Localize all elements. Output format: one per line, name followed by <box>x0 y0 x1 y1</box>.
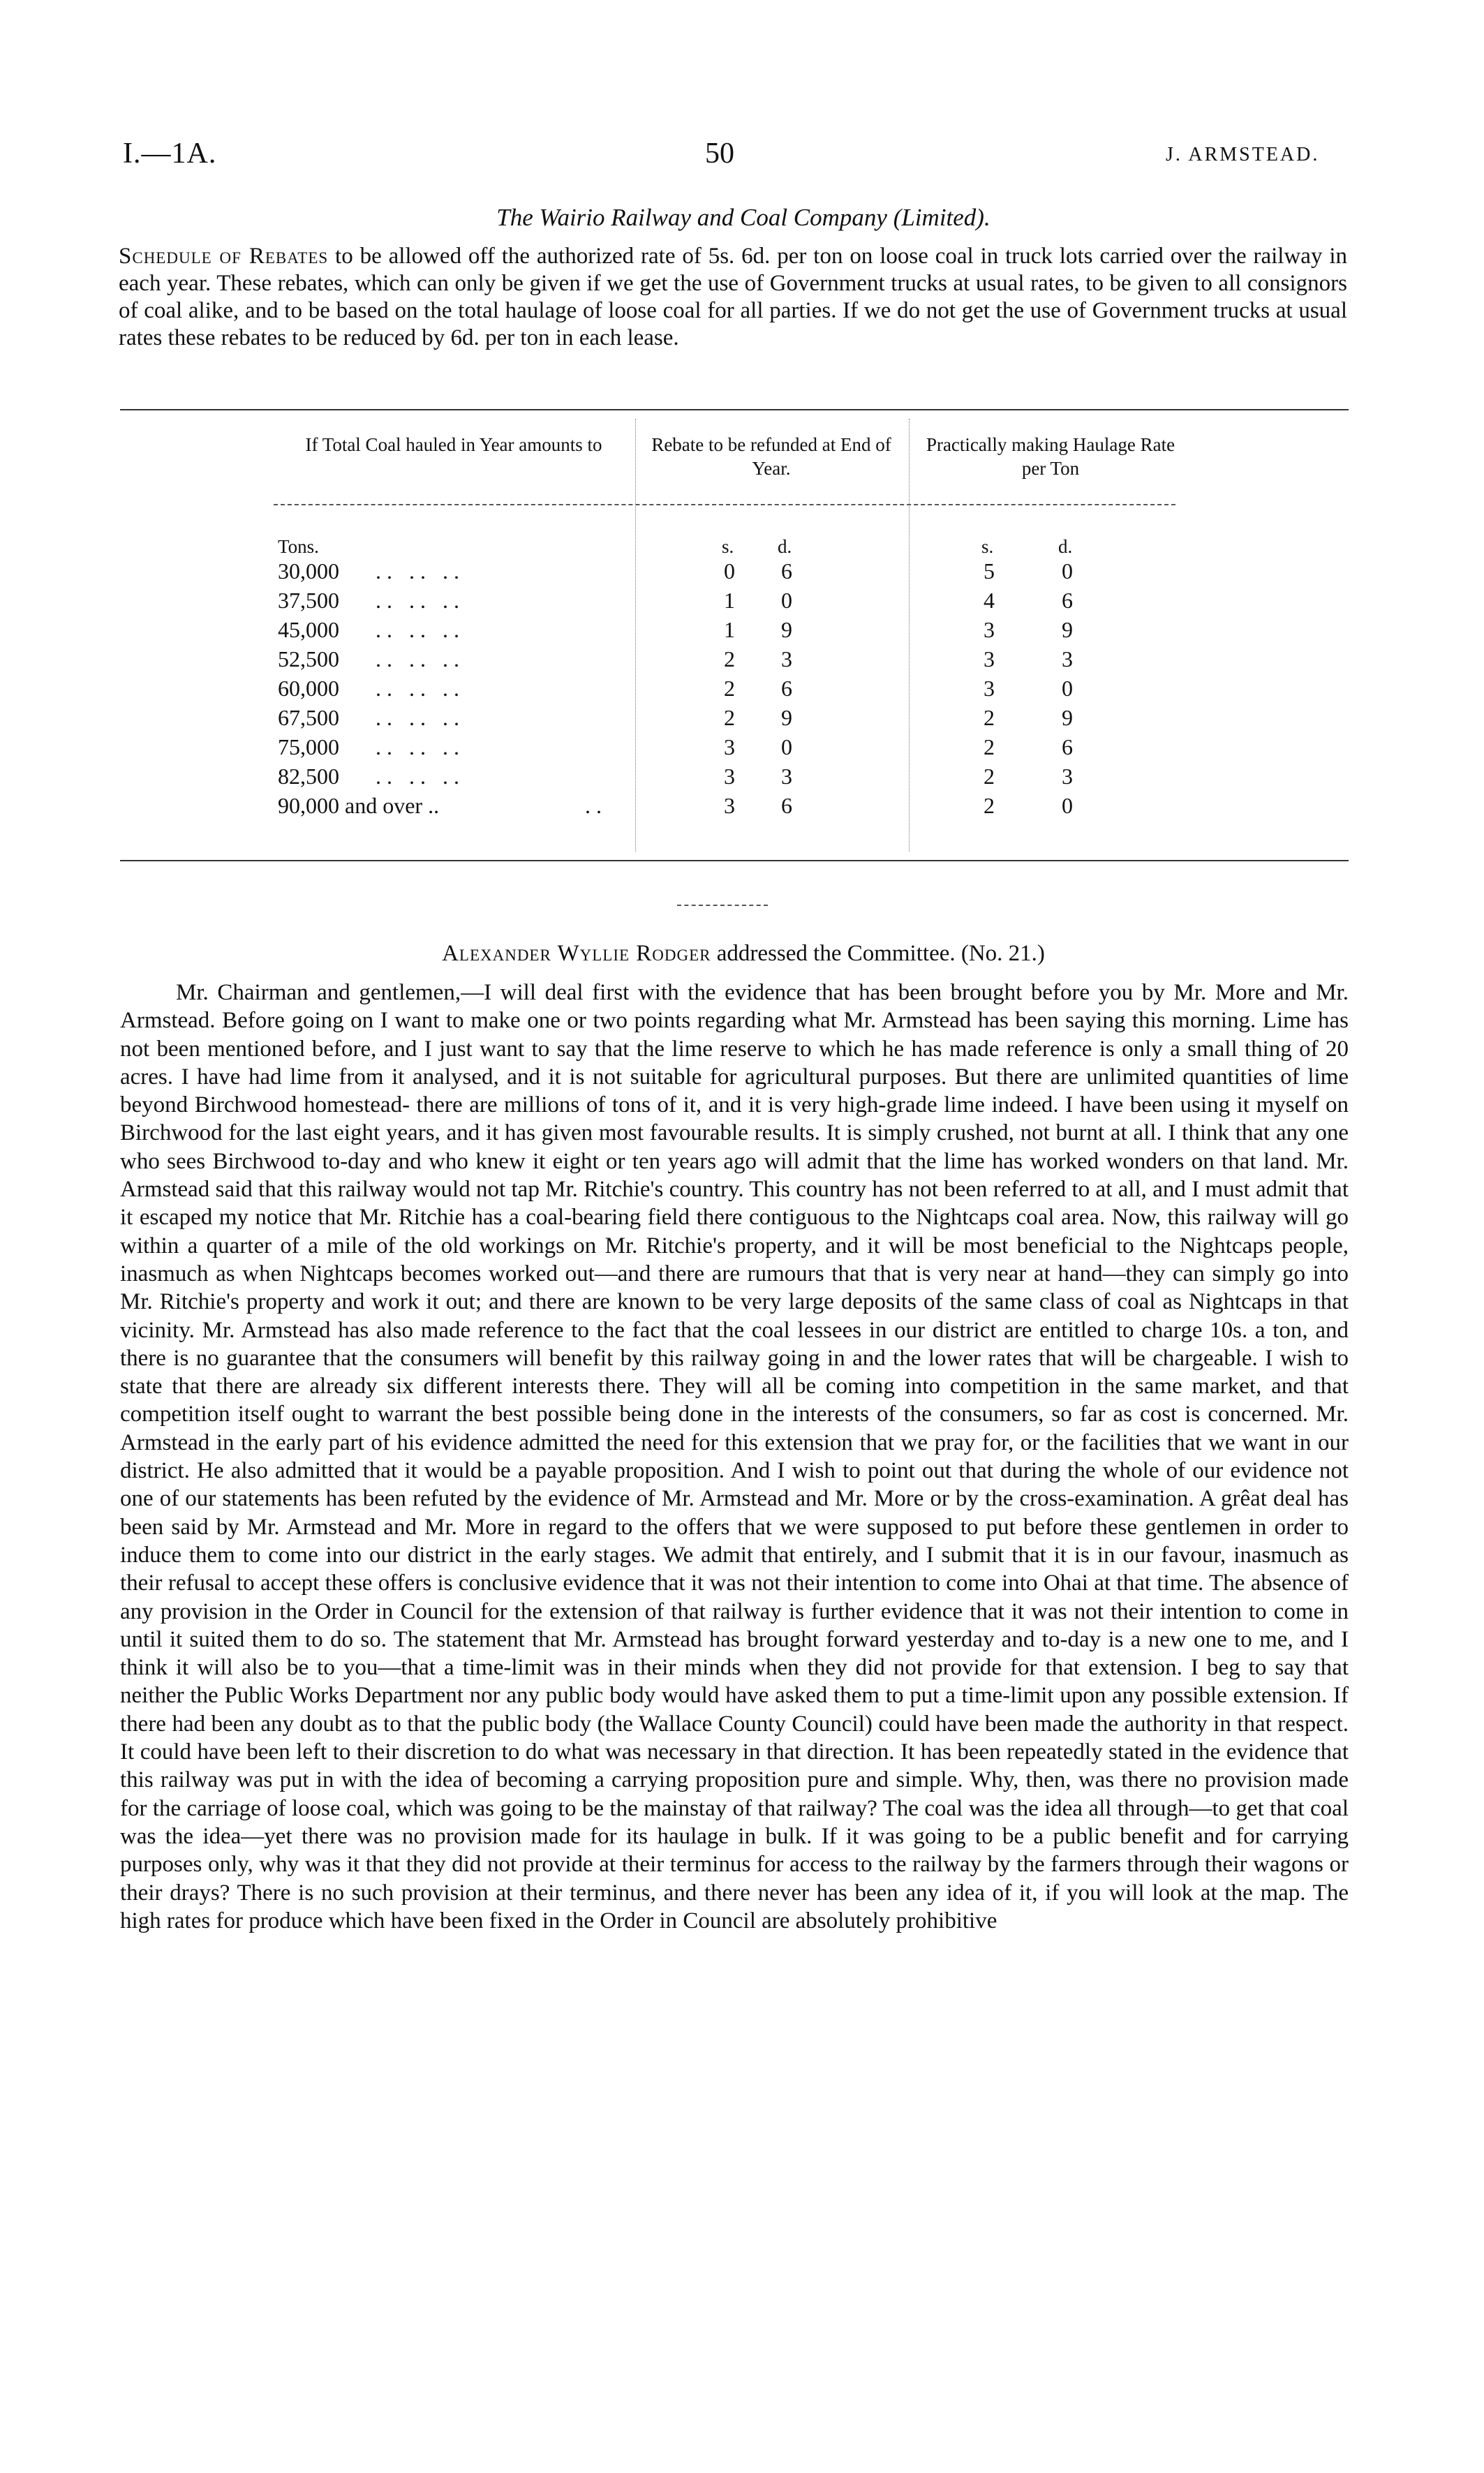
leader-dots: .. .. .. <box>376 588 465 613</box>
rebate-pence-cell: 6 <box>781 558 792 584</box>
rate-pence-cell: 0 <box>1062 676 1073 701</box>
rebate-shillings-cell: 2 <box>724 646 735 671</box>
table-row <box>0 646 1484 676</box>
rebate-shillings-cell: 0 <box>724 558 735 584</box>
rate-pence-cell: 3 <box>1062 764 1073 789</box>
leader-dots: .. .. .. <box>376 646 465 671</box>
tons-cell: 52,500 <box>278 646 339 671</box>
rebate-shillings-cell: 2 <box>724 676 735 701</box>
tons-cell: 67,500 <box>278 705 339 730</box>
tons-cell: 75,000 <box>278 734 339 759</box>
section-divider <box>677 905 768 906</box>
rebate-pence-cell: 3 <box>781 764 792 789</box>
rate-shillings-cell: 3 <box>984 646 995 671</box>
rebate-pence-cell: 3 <box>781 646 792 671</box>
document-reference: I.—1A. <box>123 138 217 170</box>
unit-rate-d: d. <box>1058 536 1073 557</box>
leader-dots: .. .. .. <box>376 705 465 730</box>
schedule-lead: Schedule of Rebates <box>119 244 329 269</box>
tons-cell: 37,500 <box>278 588 339 613</box>
tons-cell: 82,500 <box>278 764 339 789</box>
rate-shillings-cell: 2 <box>984 734 995 759</box>
rate-pence-cell: 0 <box>1062 793 1073 818</box>
tons-cell: 60,000 <box>278 676 339 701</box>
leader-dots: .. <box>585 793 607 818</box>
rate-pence-cell: 6 <box>1062 734 1073 759</box>
page-number: 50 <box>705 138 734 170</box>
unit-rebate-s: s. <box>722 536 734 557</box>
rebate-shillings-cell: 3 <box>724 793 735 818</box>
leader-dots: .. .. .. <box>376 764 465 789</box>
speaker-heading <box>119 941 1368 967</box>
table-row <box>0 558 1484 588</box>
rate-pence-cell: 3 <box>1062 646 1073 671</box>
rate-pence-cell: 9 <box>1062 617 1073 642</box>
rate-pence-cell: 0 <box>1062 558 1073 584</box>
unit-tons: Tons. <box>278 536 319 557</box>
rebate-shillings-cell: 3 <box>724 764 735 789</box>
rebate-pence-cell: 0 <box>781 734 792 759</box>
table-header-rule <box>274 504 1175 505</box>
rate-shillings-cell: 2 <box>984 764 995 789</box>
rebate-pence-cell: 9 <box>781 705 792 730</box>
rebate-pence-cell: 9 <box>781 617 792 642</box>
tons-cell: 45,000 <box>278 617 339 642</box>
rebate-pence-cell: 6 <box>781 676 792 701</box>
leader-dots: .. .. .. <box>376 558 465 584</box>
table-row <box>0 764 1484 793</box>
rate-shillings-cell: 3 <box>984 676 995 701</box>
testimony-paragraph: Mr. Chairman and gentlemen,—I will deal first with the evidence that has been brought before you by Mr. More and Mr. Armstead. Before going on I want to make one or two points regarding what Mr. Armstead has been saying this morning. Lime has not been mentioned before, and I just want to say that the lime reserve to which he has made reference is only a small thing of 20 acres. I have had lime from it analysed, and it is not suitable for agricultural purposes. But there are unlimited quantities of lime beyond Birchwood homestead- there are millions of tons of it, and it is very high-grade lime indeed. I have been using it myself on Birchwood for the last eight years, and it has given most favourable results. It is simply crushed, not burnt at all. I think that any one who sees Birchwood to-day and who knew it eight or ten years ago will admit that the lime has worked wonders on that land. Mr. Armstead said that this railway would not tap Mr. Ritchie's country. This country has not been referred to at all, and I must admit that it escaped my notice that Mr. Ritchie has a coal-bearing field there contiguous to the Nightcaps coal area. Now, this railway will go within a quarter of a mile of the old workings on Mr. Ritchie's property, and it will be most beneficial to the Nightcaps people, inasmuch as when Nightcaps becomes worked out—and there are rumours that that is very near at hand—they can simply go into Mr. Ritchie's property and work it out; and there are known to be very large deposits of the same class of coal as Nightcaps in that vicinity. Mr. Armstead has also made reference to the fact that the coal lessees in our district are entitled to charge 10s. a ton, and there is no guarantee that the consumers will benefit by this railway going in and the lower rates that will be chargeable. I wish to state that there are already six different interests there. They will all be coming into competition in the same market, and that competition itself ought to warrant the best possible being done in the interests of the consumers, so far as cost is concerned. Mr. Armstead in the early part of his evidence admitted the need for this extension that we pray for, or the facilities that we want in our district. He also admitted that it would be a payable proposition. And I wish to point out that during the whole of our evidence not one of our statements has been refuted by the evidence of Mr. Armstead and Mr. More or by the cross-examination. A grêat deal has been said by Mr. Armstead and Mr. More in regard to the offers that we were supposed to put before these gentlemen in order to induce them to come into our district in the early stages. We admit that entirely, and I submit that it is in our favour, inasmuch as their refusal to accept these offers is conclusive evidence that it was not their intention to come into Ohai at that time. The absence of any provision in the Order in Council for the extension of that railway is further evidence that it was not their intention to come in until it suited them to do so. The statement that Mr. Armstead has brought forward yesterday and to-day is a new one to me, and I think it will also be to you—that a time-limit was in their minds when they did not provide for that extension. I beg to say that neither the Public Works Department nor any public body would have asked them to put a time-limit upon any possible extension. If there had been any doubt as to that the public body (the Wallace County Council) could have been made the authority in that respect. It could have been left to their discretion to do what was necessary in that direction. It has been repeatedly stated in the evidence that this railway was put in with the idea of becoming a carrying proposition pure and simple. Why, then, was there no provision made for the carriage of loose coal, which was going to be the mainstay of that railway? The coal was the idea all through—to get that coal was the idea—yet there was no provision made for its haulage in bulk. If it was going to be a public benefit and for carrying purposes only, why was it that they did not provide at their terminus for access to the railway by the farmers through their wagons or their drays? There is no such provision at their terminus, and there never has been any idea of it, if you will look at the map. The high rates for produce which have been fixed in the Order in Council are absolutely prohibitive <box>120 980 1349 1933</box>
table-row <box>0 588 1484 617</box>
rebate-shillings-cell: 2 <box>724 705 735 730</box>
schedule-intro <box>119 243 1347 352</box>
leader-dots: .. .. .. <box>376 676 465 701</box>
rebate-pence-cell: 6 <box>781 793 792 818</box>
rate-shillings-cell: 2 <box>984 793 995 818</box>
rate-shillings-cell: 5 <box>984 558 995 584</box>
table-row <box>0 793 1484 822</box>
table-row <box>0 734 1484 764</box>
table-header-rate: Practically making Haulage Rate per Ton <box>926 434 1175 479</box>
running-head: J. ARMSTEAD. <box>1166 144 1320 165</box>
tons-cell: 30,000 <box>278 558 339 584</box>
rebate-pence-cell: 0 <box>781 588 792 613</box>
table-row <box>0 705 1484 734</box>
table-header-tons: If Total Coal hauled in Year amounts to <box>305 434 602 455</box>
rebate-shillings-cell: 3 <box>724 734 735 759</box>
rate-pence-cell: 6 <box>1062 588 1073 613</box>
rate-shillings-cell: 2 <box>984 705 995 730</box>
table-bottom-rule <box>120 860 1349 861</box>
rebate-shillings-cell: 1 <box>724 617 735 642</box>
table-header-rebate: Rebate to be refunded at End of Year. <box>651 434 891 479</box>
speaker-name: Alexander Wyllie Rodger <box>442 941 711 966</box>
tons-cell: 90,000 and over .. <box>278 793 440 818</box>
schedule-text: to be allowed off the authorized rate of 5s. 6d. per ton on loose coal in truck lots carried over the railway in each year. These rebates, which can only be given if we get the use of Government trucks at usual rates, to be given to all consignors of coal alike, and to be based on the total haulage of loose coal for all parties. If we do not get the use of Government trucks at usual rates these rebates to be reduced by 6d. per ton in each lease. <box>119 244 1347 350</box>
table-row <box>0 617 1484 646</box>
leader-dots: .. .. .. <box>376 617 465 642</box>
table-row <box>0 676 1484 705</box>
unit-rate-s: s. <box>981 536 994 557</box>
rate-shillings-cell: 4 <box>984 588 995 613</box>
table-top-rule <box>120 409 1349 410</box>
section-title: The Wairio Railway and Coal Company (Limited). <box>496 204 990 231</box>
rebate-shillings-cell: 1 <box>724 588 735 613</box>
speaker-note: addressed the Committee. (No. 21.) <box>711 941 1045 966</box>
rate-shillings-cell: 3 <box>984 617 995 642</box>
leader-dots: .. .. .. <box>376 734 465 759</box>
unit-rebate-d: d. <box>778 536 792 557</box>
rate-pence-cell: 9 <box>1062 705 1073 730</box>
